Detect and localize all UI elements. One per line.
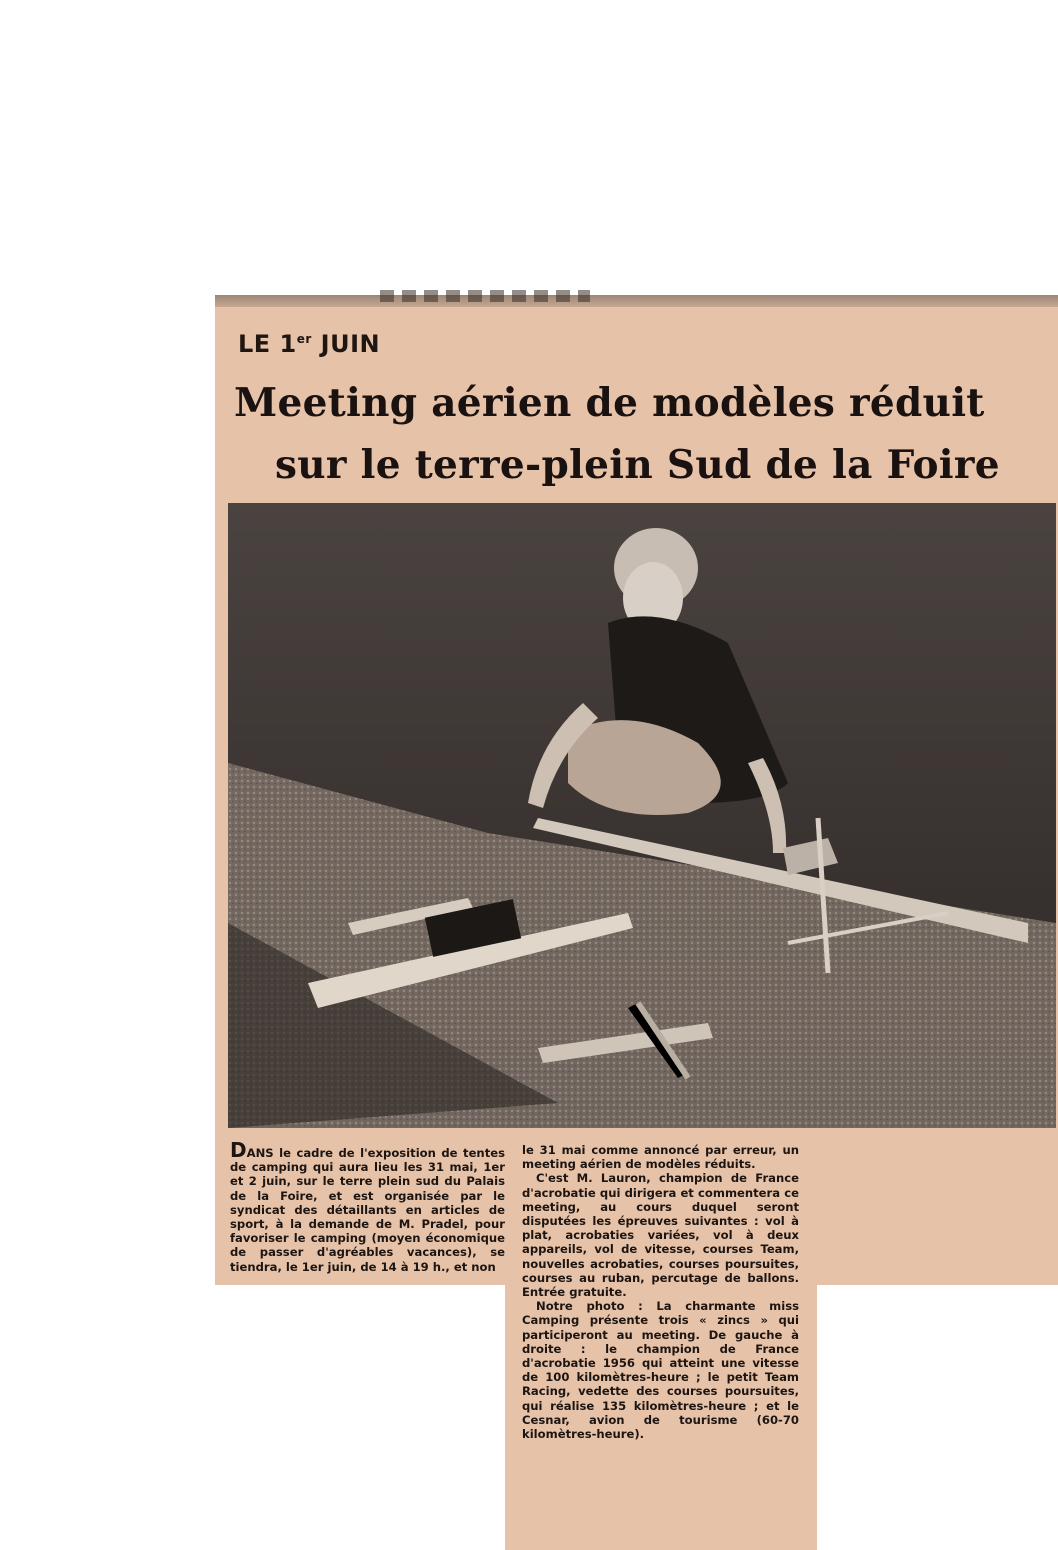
paragraph-1-continued: le 31 mai comme annoncé par erreur, un meeting aérien de modèles réduits.	[522, 1143, 799, 1172]
headline-line-2: sur le terre-plein Sud de la Foire	[275, 442, 1000, 488]
paragraph-1-text: ANS le cadre de l'exposition de tentes de camping qui aura lieu les 31 mai, 1er et 2 juin, sur le terre plein sud du Palais de la Foire, et est organisée par le syndicat des détaillants en articles de sport, à la demande de M. Pradel, pour favoriser le camping (moyen économique de passer d'agréables vacances), se tiendra, le 1er juin, de 14 à 19 h., et non	[230, 1146, 505, 1274]
paragraph-3: Notre photo : La charmante miss Camping présente trois « zincs » qui participeront au meeting. De gauche à droite : le champion de France d'acrobatie 1956 qui atteint une vitesse de 100 kilomètres-heure ; le petit Team Racing, vedette des courses poursuites, qui réalise 135 kilomètres-heure ; et le Cesnar, avion de tourisme (60-70 kilomètres-heure).	[522, 1299, 799, 1442]
photograph-miss-camping-with-model-planes	[228, 503, 1056, 1128]
article-column-2	[522, 1143, 799, 1441]
kicker-date: LE 1er JUIN	[238, 330, 381, 358]
paragraph-1	[230, 1138, 505, 1274]
torn-top-edge	[215, 295, 1058, 307]
drop-cap: D	[230, 1138, 247, 1162]
cut-masthead-fragment	[380, 290, 590, 302]
article-column-1	[230, 1138, 505, 1274]
paragraph-2: C'est M. Lauron, champion de France d'acrobatie qui dirigera et commentera ce meeting, au cours duquel seront disputées les épreuves suivantes : vol à plat, acrobaties variées, vol à deux appareils, vol de vitesse, courses Team, nouvelles acrobaties, courses poursuites, courses au ruban, percutage de ballons. Entrée gratuite.	[522, 1171, 799, 1300]
headline-line-1: Meeting aérien de modèles réduit	[234, 380, 985, 426]
